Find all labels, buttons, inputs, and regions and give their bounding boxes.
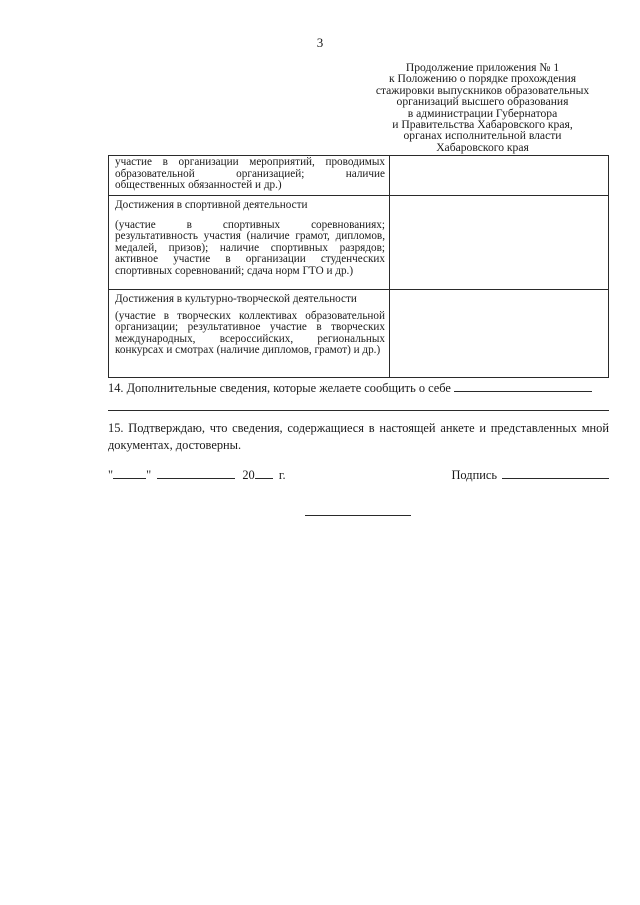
culture-description: (участие в творческих коллективах образовательной организации; результативное участие в творческих международных, всероссийских, региональных конкурсах и смотрах (наличие дипломов, грамот) и др.) [115,309,385,357]
signature-field[interactable] [502,467,609,479]
table-row-culture [109,290,609,378]
table-row-sport [109,196,609,290]
item-15-confirmation: 15. Подтверждаю, что сведения, содержащиеся в настоящей анкете и представленных мной документах, достоверны. [108,421,609,452]
appendix-header-line: Хабаровского края [436,140,529,154]
page-number: 3 [316,35,324,50]
date-quote-open: " [108,468,114,482]
appendix-header-line: и Правительства Хабаровского края, [392,118,573,132]
appendix-header-line: органах исполнительной власти [403,129,562,143]
sport-value-cell[interactable] [390,196,609,290]
item-14-answer-line[interactable] [108,410,609,411]
day-field[interactable] [113,467,146,479]
appendix-header-line: Продолжение приложения № 1 [405,61,560,74]
table-row-public-activity [109,156,609,196]
item-14-answer-field[interactable] [454,380,592,392]
sport-title: Достижения в спортивной деятельности [115,199,308,211]
culture-criteria-cell [109,290,390,378]
year-field[interactable] [255,467,273,479]
date-quote-close: " [146,468,152,482]
achievements-table [108,155,609,378]
sport-criteria-cell [109,196,390,290]
public-activity-line: общественных обязанностей и др.) [115,179,282,192]
end-of-document-rule [305,515,411,516]
appendix-header-line: стажировки выпускников образовательных [375,83,590,97]
appendix-header-line: в администрации Губернатора [407,106,558,120]
public-activity-line: участие в организации мероприятий, проводимых [115,156,385,168]
public-activity-criteria-cell [109,156,390,196]
sport-description: (участие в спортивных соревнованиях; результативность участия (наличие грамот, дипломов, медалей, призов); наличие спортивных разрядов; активное участие в организации студенческих спортивных соревнований; сдача норм ГТО и др.) [115,218,385,277]
year-suffix: г. [278,468,286,482]
public-activity-line: образовательной организацией; наличие [115,167,385,180]
item-14-label: 14. Дополнительные сведения, которые желаете сообщить о себе [108,381,451,395]
year-prefix: 20 [242,468,255,482]
item-14 [108,380,609,396]
culture-title: Достижения в культурно-творческой деятельности [115,293,357,305]
appendix-header [360,62,605,153]
month-field[interactable] [157,467,235,479]
signature-block [451,467,609,483]
public-activity-text [109,157,389,192]
appendix-header-line: к Положению о порядке прохождения [388,72,577,86]
signature-label: Подпись [451,468,497,482]
public-activity-value-cell[interactable] [390,156,609,196]
culture-value-cell[interactable] [390,290,609,378]
appendix-header-line: организаций высшего образования [396,95,569,109]
